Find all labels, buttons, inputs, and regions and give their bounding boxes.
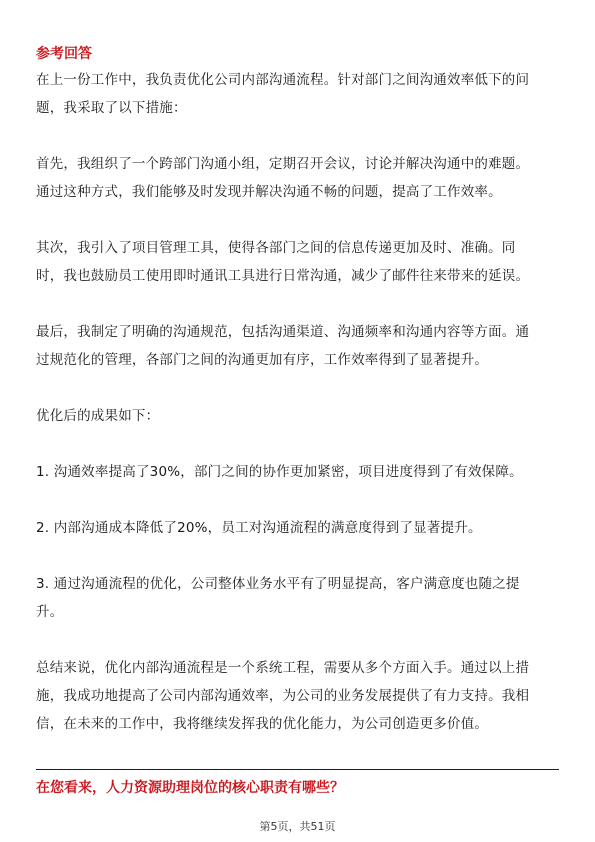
results-intro [36, 402, 559, 430]
answer-body [36, 66, 559, 738]
paragraph-1 [36, 66, 559, 122]
next-question-heading: 在您看来，人力资源助理岗位的核心职责有哪些？ [36, 780, 344, 796]
paragraph-line: 施，我成功地提高了公司内部沟通效率，为公司的业务发展提供了有力支持。我相 [36, 688, 530, 704]
paragraph-line: 过规范化的管理，各部门之间的沟通更加有序，工作效率得到了显著提升。 [36, 352, 489, 368]
paragraph-line: 最后，我制定了明确的沟通规范，包括沟通渠道、沟通频率和沟通内容等方面。通 [36, 324, 530, 340]
paragraph-line: 在上一份工作中，我负责优化公司内部沟通流程。针对部门之间沟通效率低下的问 [36, 72, 530, 88]
answer-heading: 参考回答 [36, 46, 92, 62]
page-footer: 第5页，共51页 [259, 820, 336, 833]
paragraph-4 [36, 318, 559, 374]
result-item-2 [36, 514, 559, 542]
result-item-1 [36, 458, 559, 486]
paragraph-line: 总结来说，优化内部沟通流程是一个系统工程，需要从多个方面入手。通过以上措 [36, 660, 530, 676]
paragraph-line: 首先，我组织了一个跨部门沟通小组，定期召开会议，讨论并解决沟通中的难题。 [36, 156, 530, 172]
summary-paragraph [36, 654, 559, 738]
paragraph-line: 题，我采取了以下措施： [36, 100, 187, 116]
paragraph-line: 时，我也鼓励员工使用即时通讯工具进行日常沟通，减少了邮件往来带来的延误。 [36, 268, 530, 284]
paragraph-line: 通过这种方式，我们能够及时发现并解决沟通不畅的问题，提高了工作效率。 [36, 184, 502, 200]
paragraph-line: 优化后的成果如下： [36, 408, 160, 424]
paragraph-line: 3. 通过沟通流程的优化，公司整体业务水平有了明显提高，客户满意度也随之提 [36, 576, 520, 592]
paragraph-2 [36, 150, 559, 206]
paragraph-line: 2. 内部沟通成本降低了20%，员工对沟通流程的满意度得到了显著提升。 [36, 520, 482, 536]
paragraph-line: 其次，我引入了项目管理工具，使得各部门之间的信息传递更加及时、准确。同 [36, 240, 516, 256]
paragraph-line: 升。 [36, 604, 64, 620]
paragraph-line: 信，在未来的工作中，我将继续发挥我的优化能力，为公司创造更多价值。 [36, 716, 489, 732]
divider [36, 769, 559, 770]
paragraph-line: 1. 沟通效率提高了30%，部门之间的协作更加紧密，项目进度得到了有效保障。 [36, 464, 523, 480]
result-item-3 [36, 570, 559, 626]
paragraph-3 [36, 234, 559, 290]
